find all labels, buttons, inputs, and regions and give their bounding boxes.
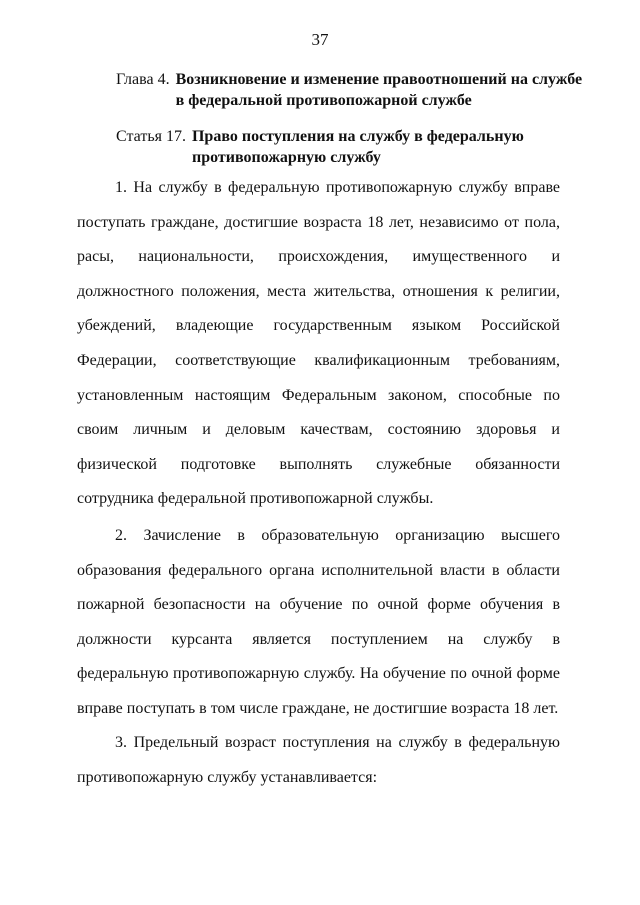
article-label: Статья 17. [116,128,186,145]
page-number: 37 [311,30,329,49]
chapter-title: Возникновение и изменение правоотношений на службе в федеральной противопожарной службе [175,71,583,109]
paragraph-1: 1. На службу в федеральную противопожарную службу вправе поступать граждане, достигшие возраста 18 лет, независимо от пола, расы, национальности, происхождения, имущественного и должностного положения, места жительства, отношения к религии, убеждений, владеющие государственным языком Российской Федерации, соответствующие квалификационным требованиям, установленным настоящим Федеральным законом, способные по своим личным и деловым качествам, состоянию здоровья и физической подготовке выполнять служебные обязанности сотрудника федеральной противопожарной службы. [77,179,560,508]
article-heading [116,126,586,168]
article-title: Право поступления на службу в федеральную противопожарную службу [191,128,524,166]
chapter-label: Глава 4. [116,71,170,88]
paragraph-2: 2. Зачисление в образовательную организацию высшего образования федерального органа исполнительной власти в области пожарной безопасности на обучение по очной форме обучения в должности курсанта является поступлением на службу в федеральную противопожарную службу. На обучение по очной форме вправе поступать в том числе граждане, не достигшие возраста 18 лет. [77,527,560,717]
chapter-heading [116,69,586,111]
paragraph-3: 3. Предельный возраст поступления на службу в федеральную противопожарную службу устанавливается: [77,734,560,786]
